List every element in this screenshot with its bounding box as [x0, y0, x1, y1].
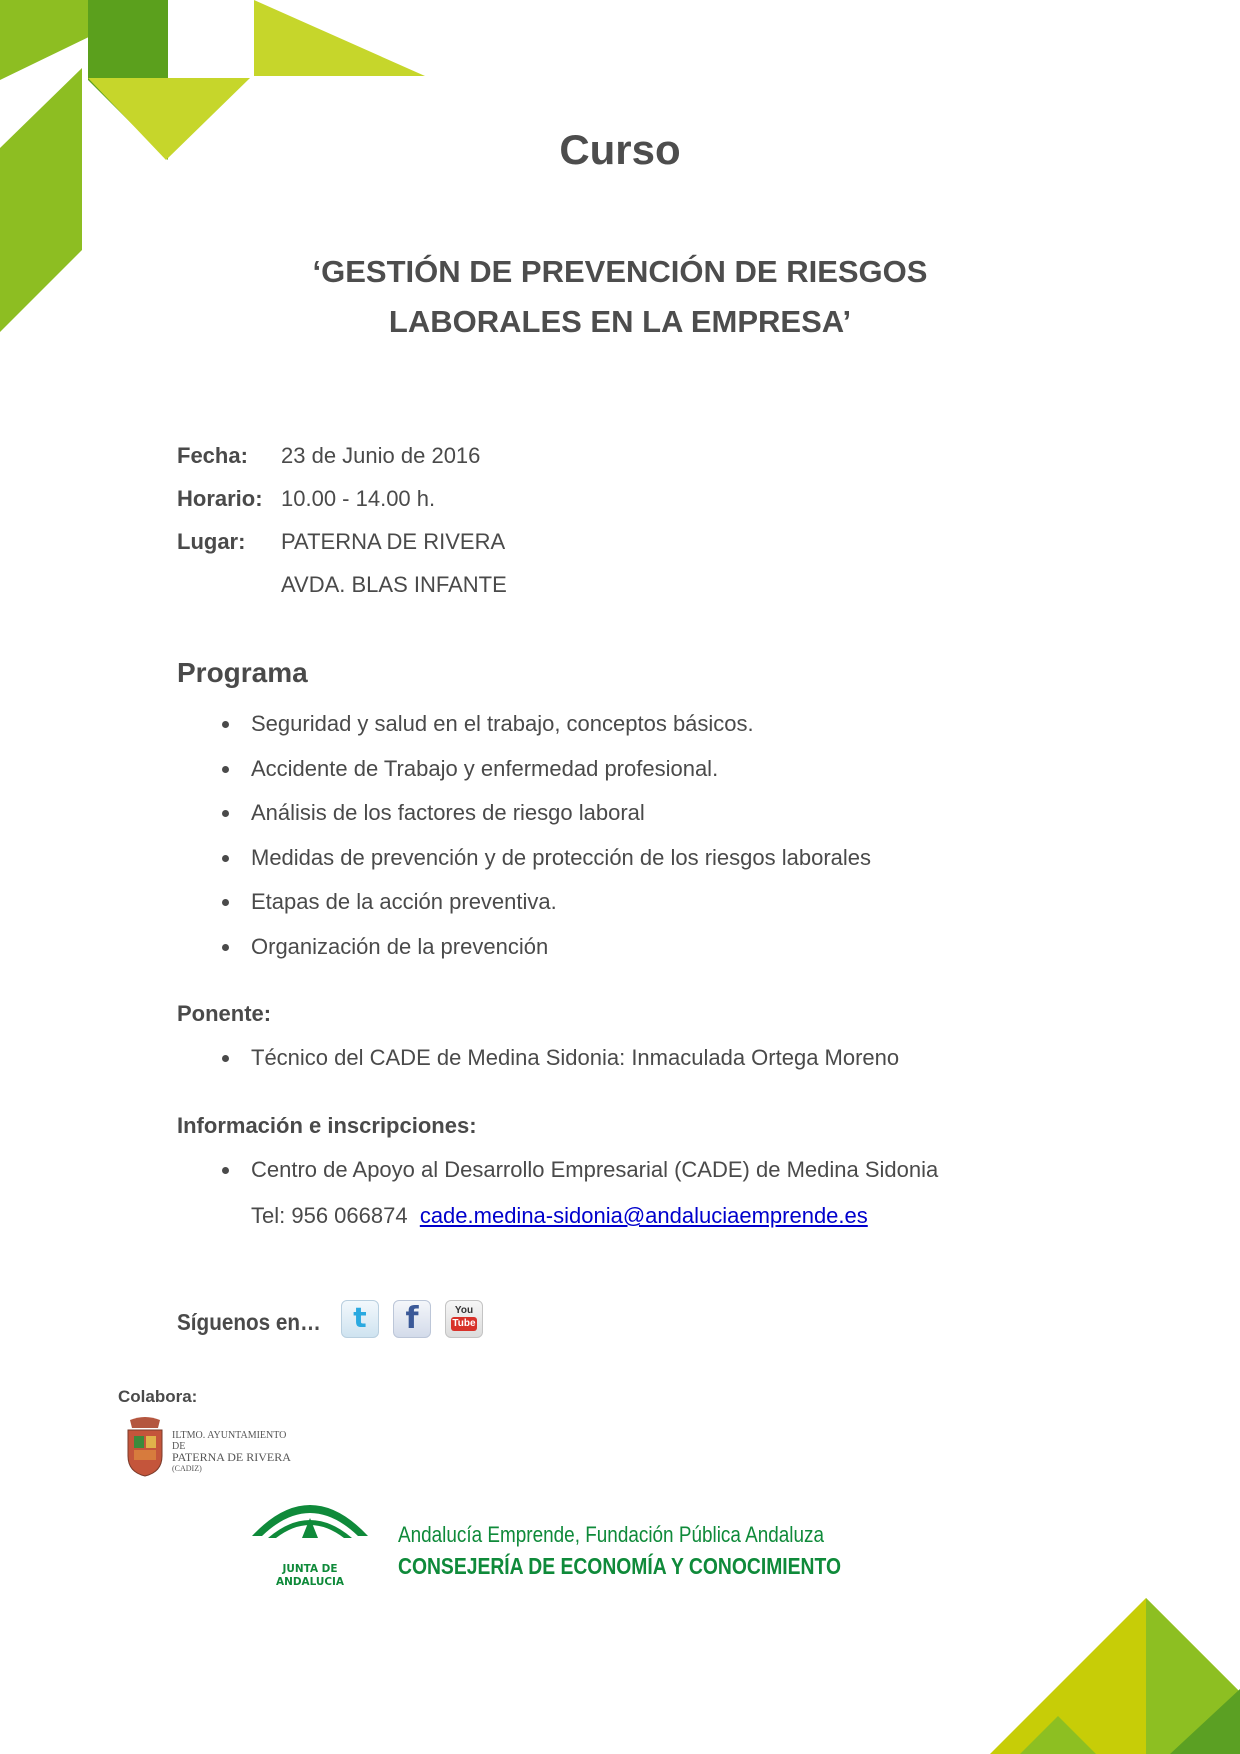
bullet-icon	[222, 855, 229, 862]
course-title-line-2: LABORALES EN LA EMPRESA’	[388, 304, 852, 339]
junta-name: JUNTA DE ANDALUCIA	[275, 1562, 345, 1588]
lugar-value-line-1: PATERNA DE RIVERA	[281, 529, 506, 554]
bullet-icon	[222, 1055, 229, 1062]
email-link[interactable]: cade.medina-sidonia@andaluciaemprende.es	[419, 1203, 868, 1228]
decorative-corner-bottom-right	[990, 1594, 1240, 1754]
course-title-line-1: ‘GESTIÓN DE PREVENCIÓN DE RIESGOS	[312, 254, 928, 289]
list-item: Organización de la prevención	[222, 934, 871, 979]
twitter-icon[interactable]: t	[341, 1300, 379, 1338]
phone-number: Tel: 956 066874	[251, 1203, 408, 1228]
youtube-icon[interactable]: You Tube	[445, 1300, 483, 1338]
junta-de-andalucia-logo-icon	[248, 1488, 372, 1560]
list-item: Centro de Apoyo al Desarrollo Empresarial (CADE) de Medina Sidonia	[222, 1157, 938, 1202]
lugar-label: Lugar:	[177, 529, 246, 554]
bullet-icon	[222, 944, 229, 951]
info-list	[222, 1157, 938, 1202]
bullet-icon	[222, 721, 229, 728]
ponente-heading: Ponente:	[177, 1001, 272, 1026]
ponente-list	[222, 1045, 899, 1090]
info-heading: Información e inscripciones:	[177, 1113, 477, 1138]
coat-of-arms-icon	[124, 1416, 166, 1478]
list-item: Accidente de Trabajo y enfermedad profesional.	[222, 756, 871, 801]
list-item: Medidas de prevención y de protección de los riesgos laborales	[222, 845, 871, 890]
fecha-value: 23 de Junio de 2016	[281, 443, 481, 468]
ayuntamiento-text: ILTMO. AYUNTAMIENTO DE PATERNA DE RIVERA (CADIZ)	[172, 1430, 291, 1473]
bullet-icon	[222, 810, 229, 817]
facebook-icon[interactable]: f	[393, 1300, 431, 1338]
horario-label: Horario:	[177, 486, 263, 511]
follow-us-label: Síguenos en…	[177, 1309, 321, 1335]
colabora-label: Colabora:	[118, 1387, 198, 1406]
bullet-icon	[222, 899, 229, 906]
contact-line	[251, 1203, 868, 1229]
fecha-label: Fecha:	[177, 443, 248, 468]
list-item: Análisis de los factores de riesgo laboral	[222, 800, 871, 845]
bullet-icon	[222, 766, 229, 773]
bullet-icon	[222, 1167, 229, 1174]
andalucia-emprende-text: Andalucía Emprende, Fundación Pública Andaluza	[398, 1522, 824, 1547]
horario-value: 10.00 - 14.00 h.	[281, 486, 436, 511]
list-item: Etapas de la acción preventiva.	[222, 889, 871, 934]
list-item: Técnico del CADE de Medina Sidonia: Inmaculada Ortega Moreno	[222, 1045, 899, 1090]
list-item: Seguridad y salud en el trabajo, conceptos básicos.	[222, 711, 871, 756]
programa-list	[222, 711, 871, 978]
page-title: Curso	[559, 126, 681, 173]
lugar-value-line-2: AVDA. BLAS INFANTE	[281, 572, 507, 597]
consejeria-text: CONSEJERÍA DE ECONOMÍA Y CONOCIMIENTO	[398, 1553, 841, 1579]
programa-heading: Programa	[177, 657, 308, 688]
